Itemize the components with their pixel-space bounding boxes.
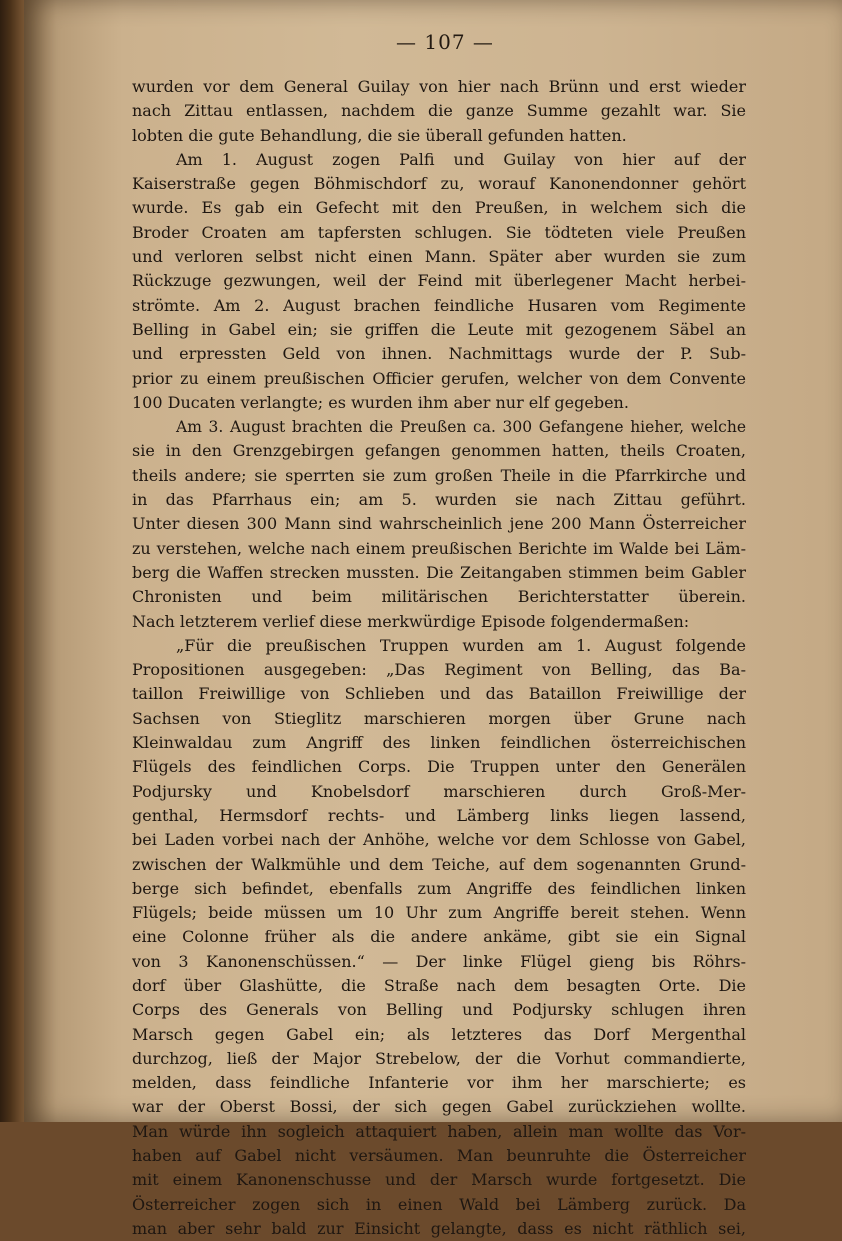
text-line: Corps des Generals von Belling und Podjursky schlugen ihren — [132, 1000, 746, 1020]
text-line: zwischen der Walkmühle und dem Teiche, auf dem sogenannten Grund- — [132, 854, 746, 874]
text-line: melden, dass feindliche Infanterie vor ihm her marschierte; es — [132, 1073, 746, 1093]
text-line: haben auf Gabel nicht versäumen. Man beunruhte die Österreicher — [132, 1146, 746, 1166]
text-line: Rückzuge gezwungen, weil der Feind mit überlegener Macht herbei- — [132, 271, 746, 291]
text-line: Propositionen ausgegeben: „Das Regiment von Belling, das Ba- — [132, 660, 746, 680]
text-line: eine Colonne früher als die andere ankäme, gibt sie ein Signal — [132, 927, 746, 947]
text-line: durchzog, ließ der Major Strebelow, der die Vorhut commandierte, — [132, 1048, 746, 1068]
page-number: — 107 — — [396, 30, 494, 54]
text-line: Nach letzterem verlief diese merkwürdige Episode folgendermaßen: — [132, 611, 690, 631]
text-line: strömte. Am 2. August brachen feindliche Husaren vom Regimente — [132, 295, 746, 315]
text-line: Unter diesen 300 Mann sind wahrscheinlich jene 200 Mann Österreicher — [132, 514, 746, 534]
text-line: „Für die preußischen Truppen wurden am 1. August folgende — [176, 635, 746, 655]
text-line: Flügels des feindlichen Corps. Die Truppen unter den Generälen — [132, 757, 746, 777]
text-line: taillon Freiwillige von Schlieben und das Bataillon Freiwillige der — [132, 684, 746, 704]
body-text — [132, 75, 746, 1241]
text-line: Am 1. August zogen Palfi und Guilay von hier auf der — [176, 149, 746, 169]
text-line: sie in den Grenzgebirgen gefangen genommen hatten, theils Croaten, — [132, 441, 746, 461]
text-line: Kaiserstraße gegen Böhmischdorf zu, worauf Kanonendonner gehört — [132, 174, 746, 194]
text-line: und erpressten Geld von ihnen. Nachmittags wurde der P. Sub- — [132, 344, 746, 364]
text-line: in das Pfarrhaus ein; am 5. wurden sie nach Zittau geführt. — [132, 490, 746, 510]
text-line: Podjursky und Knobelsdorf marschieren durch Groß-Mer- — [132, 781, 746, 801]
text-line: und verloren selbst nicht einen Mann. Später aber wurden sie zum — [132, 247, 746, 267]
text-line: war der Oberst Bossi, der sich gegen Gabel zurückziehen wollte. — [132, 1097, 746, 1117]
text-line: Sachsen von Stieglitz marschieren morgen über Grune nach — [132, 708, 746, 728]
text-line: Broder Croaten am tapfersten schlugen. Sie tödteten viele Preußen — [132, 222, 746, 242]
text-line: Österreicher zogen sich in einen Wald bei Lämberg zurück. Da — [132, 1194, 746, 1214]
text-line: berge sich befindet, ebenfalls zum Angriffe des feindlichen linken — [132, 878, 746, 898]
text-line: wurde. Es gab ein Gefecht mit den Preußen, in welchem sich die — [132, 198, 746, 218]
text-line: wurden vor dem General Guilay von hier nach Brünn und erst wieder — [132, 77, 746, 96]
text-line: theils andere; sie sperrten sie zum großen Theile in die Pfarrkirche und — [132, 465, 746, 485]
text-line: Flügels; beide müssen um 10 Uhr zum Angriffe bereit stehen. Wenn — [132, 903, 746, 923]
text-line: nach Zittau entlassen, nachdem die ganze Summe gezahlt war. Sie — [132, 101, 746, 121]
text-line: zu verstehen, welche nach einem preußischen Berichte im Walde bei Läm- — [132, 538, 746, 558]
text-line: mit einem Kanonenschusse und der Marsch wurde fortgesetzt. Die — [132, 1170, 746, 1190]
text-line: Belling in Gabel ein; sie griffen die Leute mit gezogenem Säbel an — [132, 319, 746, 339]
text-line: dorf über Glashütte, die Straße nach dem besagten Orte. Die — [132, 975, 746, 995]
text-line: Chronisten und beim militärischen Berichterstatter überein. — [132, 587, 746, 607]
text-line: lobten die gute Behandlung, die sie überall gefunden hatten. — [132, 125, 627, 145]
text-line: Kleinwaldau zum Angriff des linken feindlichen österreichischen — [132, 733, 746, 753]
text-line: prior zu einem preußischen Officier gerufen, welcher von dem Convente — [132, 368, 746, 388]
text-line: Marsch gegen Gabel ein; als letzteres das Dorf Mergenthal — [132, 1024, 746, 1044]
text-line: 100 Ducaten verlangte; es wurden ihm aber nur elf gegeben. — [132, 392, 629, 412]
facing-page-edge — [0, 0, 26, 1122]
text-line: bei Laden vorbei nach der Anhöhe, welche vor dem Schlosse von Gabel, — [132, 830, 746, 850]
text-line: Am 3. August brachten die Preußen ca. 300 Gefangene hieher, welche — [176, 418, 746, 437]
text-line: Man würde ihn sogleich attaquiert haben, allein man wollte das Vor- — [132, 1121, 746, 1141]
text-line: berg die Waffen strecken mussten. Die Zeitangaben stimmen beim Gabler — [132, 562, 746, 582]
text-line: genthal, Hermsdorf rechts- und Lämberg links liegen lassend, — [132, 805, 746, 825]
text-line: von 3 Kanonenschüssen.“ — Der linke Flügel gieng bis Röhrs- — [132, 951, 746, 971]
text-line: man aber sehr bald zur Einsicht gelangte, dass es nicht räthlich sei, — [132, 1218, 746, 1238]
book-page — [24, 0, 842, 1238]
